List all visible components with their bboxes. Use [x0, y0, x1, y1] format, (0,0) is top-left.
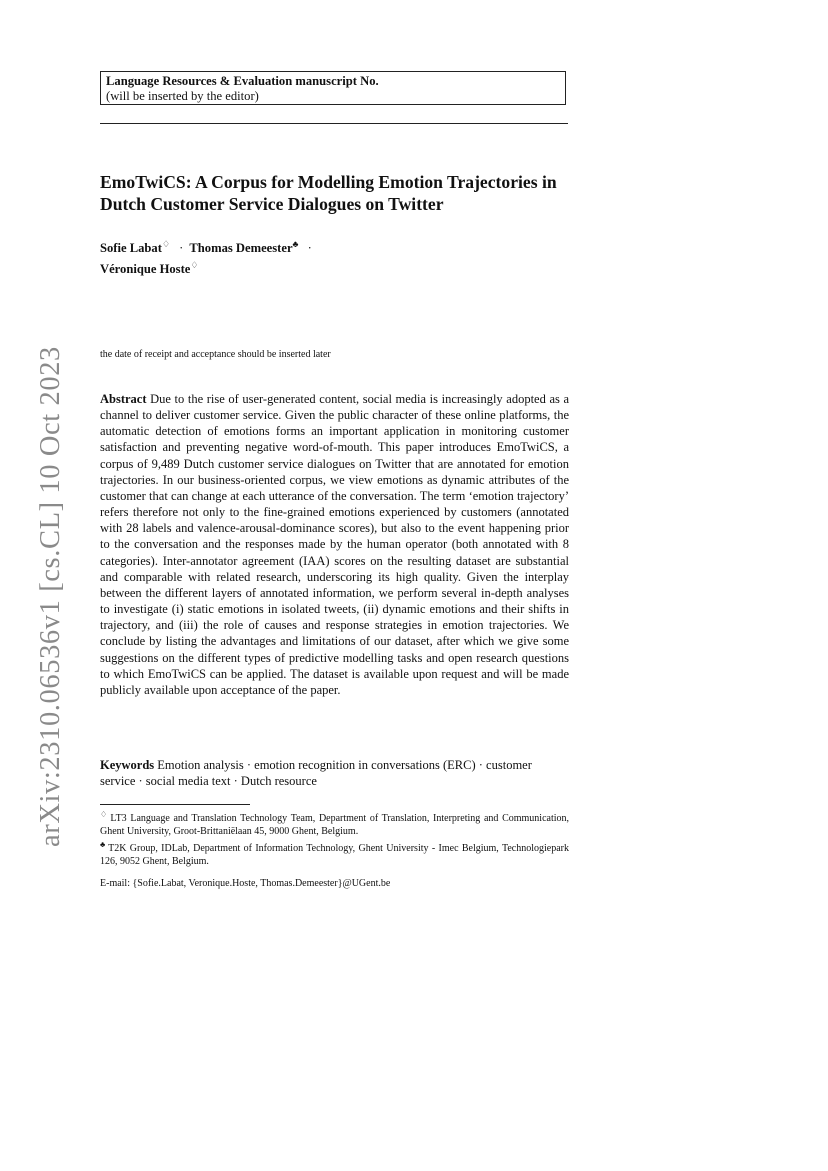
footnote-mark: ♢ [100, 810, 109, 819]
arxiv-identifier[interactable]: arXiv:2310.06536v1 [cs.CL] 10 Oct 2023 [35, 346, 66, 847]
journal-line: Language Resources & Evaluation manuscript No. [106, 74, 379, 88]
contact-email[interactable]: E-mail: {Sofie.Labat, Veronique.Hoste, Thomas.Demeester}@UGent.be [100, 878, 391, 889]
author-separator: · [307, 241, 312, 255]
affiliation-footnotes [100, 808, 569, 868]
abstract [100, 391, 569, 698]
footnote [100, 838, 569, 868]
keywords [100, 757, 569, 789]
keywords-label: Keywords [100, 758, 155, 772]
abstract-text: Due to the rise of user-generated content, social media is increasingly adopted as a channel to deliver customer service. Given the public character of these online platforms, the automatic detection of emotions forms an important application in monitoring customer satisfaction and preventing negative word-of-mouth. This paper introduces EmoTwiCS, a corpus of 9,489 Dutch customer service dialogues on Twitter that are annotated for emotion trajectories. In our business-oriented corpus, we view emotions as dynamic attributes of the customer that can change at each utterance of the conversation. The term ‘emotion trajectory’ refers therefore not only to the fine-grained emotions experienced by customers (annotated with 28 labels and valence-arousal-dominance scores), but also to the event happening prior to the conversation and the responses made by the human operator (both annotated with 8 categories). Inter-annotator agreement (IAA) scores on the resulting dataset are substantial and comparable with related research, underscoring its high quality. Given the interplay between the different layers of annotated information, we perform several in-depth analyses to investigate (i) static emotions in isolated tweets, (ii) dynamic emotions and their shifts in trajectory, and (iii) the role of causes and response strategies in emotion trajectories. We conclude by listing the advantages and limitations of our dataset, after which we give some suggestions on the different types of predictive modelling tasks and open research questions to which EmoTwiCS can be applied. The dataset is available upon request and will be made publicly available upon acceptance of the paper. [100, 392, 569, 697]
paper-title [100, 172, 580, 215]
footnote-rule [100, 804, 250, 805]
affiliation-mark: ♢ [161, 239, 171, 249]
affiliation-mark: ♢ [190, 260, 199, 270]
footnote-text: T2K Group, IDLab, Department of Information Technology, Ghent University - Imec Belgium, Technologiepark 126, 9052 Ghent, Belgium. [100, 843, 570, 867]
author-list [100, 236, 570, 278]
footnote-mark: ♣ [100, 840, 107, 849]
author-name: Thomas Demeester [189, 241, 293, 255]
author-name: Sofie Labat [100, 241, 162, 255]
author-separator: · [179, 241, 184, 255]
abstract-label: Abstract [100, 392, 147, 406]
title-line: EmoTwiCS: A Corpus for Modelling Emotion Trajectories in [100, 172, 557, 192]
keywords-text: Emotion analysis · emotion recognition in conversations (ERC) · customer service · social media text · Dutch resource [100, 758, 532, 789]
dates-note: the date of receipt and acceptance should be inserted later [100, 349, 331, 360]
affiliation-mark: ♣ [292, 239, 299, 249]
author-name: Véronique Hoste [100, 262, 191, 276]
manuscript-header-box [100, 71, 566, 105]
footnote [100, 808, 569, 838]
header-rule [100, 123, 568, 124]
footnote-text: LT3 Language and Translation Technology Team, Department of Translation, Interpreting and Communication, Ghent University, Groot-Brittaniëlaan 45, 9000 Ghent, Belgium. [100, 813, 570, 837]
editor-note: (will be inserted by the editor) [106, 89, 259, 103]
title-line: Dutch Customer Service Dialogues on Twitter [100, 193, 444, 214]
